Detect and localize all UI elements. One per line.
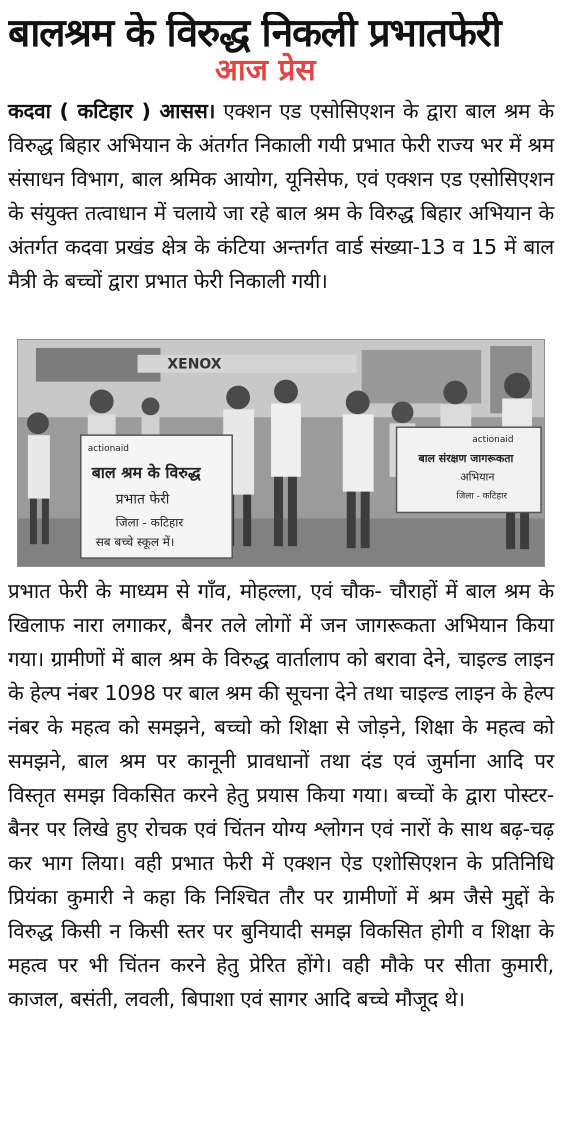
dateline: कदवा ( कटिहार ) आसस। (8, 99, 216, 123)
article-intro (8, 94, 554, 298)
rally-photo-illustration (18, 340, 544, 566)
paragraph-1: एक्शन एड एसोसिएशन के द्वारा बाल श्रम के विरुद्ध बिहार अभियान के अंतर्गत निकाली गयी प्रभात फेरी राज्य भर में श्रम संसाधन विभाग, बाल श्रमिक आयोग, यूनिसेफ, एवं एक्शन एड एसोसिएशन के संयुक्त तत्वाधान में चलाये जा रहे बाल श्रम के विरुद्ध बिहार अभियान के अंतर्गत कदवा प्रखंड क्षेत्र के कंटिया अन्तर्गत वार्ड संख्या-13 व 15 में बाल मैत्री के बच्चों द्वारा प्रभात फेरी निकाली गयी। (8, 99, 554, 293)
right-banner (397, 427, 541, 512)
left-banner-line-4: सब बच्चे स्कूल में। (95, 535, 175, 550)
left-banner-line-2: प्रभात फेरी (115, 491, 170, 508)
right-banner-line-3: जिला - कटिहार (456, 491, 508, 502)
right-banner-brand: actionaid (472, 435, 514, 446)
shop-sign: XENOX (167, 356, 222, 373)
left-banner-line-1: बाल श्रम के विरुद्ध (91, 462, 201, 482)
right-banner-line-1: बाल संरक्षण जागरूकता (418, 451, 514, 465)
left-banner (81, 435, 232, 558)
publication-watermark: आज प्रेस (215, 53, 316, 88)
news-photo (17, 339, 545, 567)
paragraph-2: प्रभात फेरी के माध्यम से गाँव, मोहल्ला, एवं चौक- चौराहों में बाल श्रम के खिलाफ नारा लगाकर, बैनर तले लोगों में जन जागरूकता अभियान किया गया। ग्रामीणों में बाल श्रम के विरुद्ध वार्तालाप को बरावा देने, चाइल्ड लाइन के हेल्प नंबर 1098 पर बाल श्रम की सूचना देने तथा चाइल्ड लाइन के हेल्प नंबर के महत्व को समझने, बच्चो को शिक्षा से जोड़ने, शिक्षा के महत्व को समझने, बाल श्रम पर कानूनी प्रावधानों तथा दंड एवं जुर्माना आदि पर विस्तृत समझ विकसित करने हेतु प्रयास किया गया। बच्चों के द्वारा पोस्टर-बैनर पर लिखे हुए रोचक एवं चिंतन योग्य श्लोगन एवं नारों के साथ बढ़-चढ़ कर भाग लिया। वही प्रभात फेरी में एक्शन ऐड एशोसिएशन के प्रतिनिधि प्रियंका कुमारी ने कहा कि निश्चित तौर पर ग्रामीणों में श्रम जैसे मुद्दों के विरुद्ध किसी न किसी स्तर पर बुनियादी समझ विकसित होगी व शिक्षा के महत्व पर भी चिंतन करने हेतु प्रेरित होंगे। वही मौके पर सीता कुमारी, काजल, बसंती, लवली, बिपाशा एवं सागर आदि बच्चे मौजूद थे। (8, 579, 554, 1011)
left-banner-brand: actionaid (87, 444, 129, 455)
right-banner-line-2: अभियान (460, 470, 495, 484)
headline: बालश्रम के विरुद्ध निकली प्रभातफेरी (8, 12, 501, 56)
article-body (8, 574, 554, 1016)
headline-area (0, 0, 562, 86)
left-banner-line-3: जिला - कटिहार (115, 515, 184, 530)
